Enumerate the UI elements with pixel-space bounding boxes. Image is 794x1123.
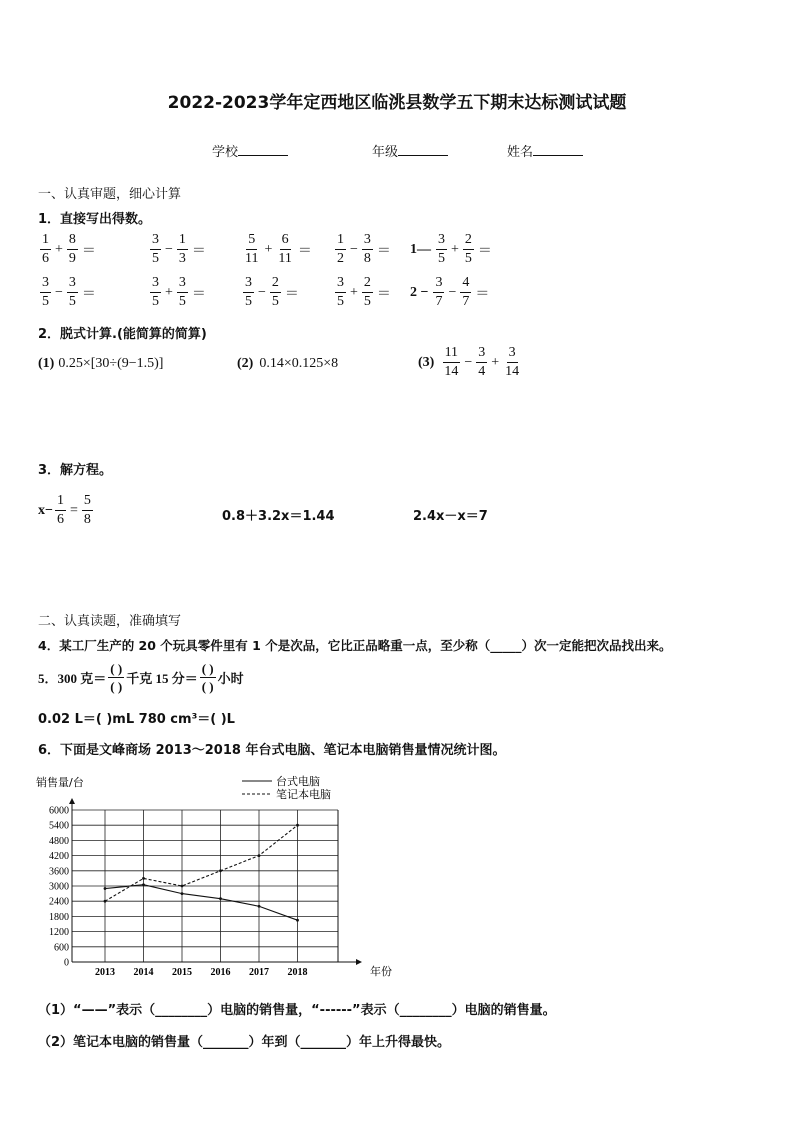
fraction: $\frac{5}{8}$ — [83, 493, 91, 527]
q3-equation-2: 0.8＋3.2x＝1.44 — [222, 509, 335, 524]
fraction: $\frac{3}{7}$ — [435, 275, 443, 309]
school-blank[interactable] — [238, 143, 288, 156]
q1-expression: 1— $\frac{3}{5}$ + $\frac{2}{5}$ ＝ — [410, 232, 492, 266]
q4-text: 4．某工厂生产的 20 个玩具零件里有 1 个是次品，它比正品略重一点，至少称（_____）次一定能把次品找出来。 — [38, 638, 672, 653]
grade-field[interactable] — [372, 141, 448, 160]
data-point — [296, 919, 299, 922]
data-point — [181, 885, 184, 888]
q2-p3-number: (3) — [418, 354, 435, 370]
q1-expression: 2 − $\frac{3}{7}$ − $\frac{4}{7}$ ＝ — [410, 275, 490, 309]
section1-heading: 一、认真审题，细心计算 — [38, 187, 182, 202]
q2-p2-number: (2) — [237, 356, 254, 371]
q1-expression: $\frac{1}{2}$ − $\frac{3}{8}$ ＝ — [337, 232, 391, 266]
fraction: $\frac{3}{5}$ — [337, 275, 344, 309]
y-tick-label: 3000 — [49, 881, 69, 893]
data-point — [219, 897, 222, 900]
data-point — [104, 887, 107, 890]
fraction: $\frac{2}{5}$ — [363, 275, 371, 309]
q6-sub-2: （2）笔记本电脑的销售量（_______）年到（_______）年上升得最快。 — [38, 1035, 451, 1050]
school-field[interactable] — [212, 141, 288, 160]
blank-fraction[interactable]: $\frac{( )}{( )}$ — [201, 661, 214, 694]
q1-expression: $\frac{3}{5}$ + $\frac{3}{5}$ ＝ — [152, 275, 206, 309]
q3-equation-3: 2.4x－x＝7 — [413, 509, 488, 524]
fraction: $\frac{1}{6}$ — [42, 232, 49, 266]
y-tick-label: 4200 — [49, 851, 69, 863]
data-point — [258, 905, 261, 908]
fraction: $\frac{6}{11}$ — [278, 232, 292, 266]
y-tick-label: 3600 — [49, 866, 69, 878]
series-line-1 — [105, 885, 298, 920]
q1-expression: $\frac{5}{11}$ + $\frac{6}{11}$ ＝ — [245, 232, 312, 266]
x-tick-label: 2018 — [287, 967, 308, 978]
name-label: 姓名 — [507, 145, 534, 160]
q6-text: 6．下面是文峰商场 2013～2018 年台式电脑、笔记本电脑销售量情况统计图。 — [38, 743, 506, 758]
y-tick-label: 1200 — [49, 927, 69, 939]
q3-label: 3．解方程。 — [38, 463, 113, 478]
x-tick-label: 2017 — [249, 967, 269, 978]
school-label: 学校 — [212, 145, 239, 160]
grade-blank[interactable] — [398, 143, 448, 156]
fraction: $\frac{1}{3}$ — [178, 232, 186, 266]
fraction: $\frac{2}{5}$ — [271, 275, 279, 309]
x-tick-label: 2014 — [133, 967, 154, 978]
y-tick-label: 2400 — [49, 896, 69, 908]
y-tick-label: 5400 — [49, 820, 69, 832]
q2-label: 2．脱式计算.(能简算的简算) — [38, 327, 207, 342]
page-title: 2022-2023学年定西地区临洮县数学五下期末达标测试试题 — [167, 93, 627, 113]
q1-expression: $\frac{3}{5}$ − $\frac{1}{3}$ ＝ — [152, 232, 206, 266]
data-point — [104, 900, 107, 903]
fraction: $\frac{5}{11}$ — [245, 232, 259, 266]
y-tick-label: 1800 — [49, 911, 69, 923]
fraction: $\frac{3}{5}$ — [245, 275, 252, 309]
fraction: $\frac{8}{9}$ — [68, 232, 76, 266]
y-axis-label: 销售量/台 — [36, 776, 84, 789]
data-point — [142, 877, 145, 880]
section2-heading: 二、认真读题，准确填写 — [38, 614, 182, 629]
name-blank[interactable] — [533, 143, 583, 156]
q2-p2-expression: 0.14×0.125×8 — [259, 356, 339, 371]
q2-problem-2 — [237, 356, 338, 372]
data-point — [258, 854, 261, 857]
q6-sub-1: （1）“——”表示（________）电脑的销售量，“------”表示（________）电脑的销售量。 — [38, 1003, 556, 1018]
q1-label: 1．直接写出得数。 — [38, 212, 152, 227]
q1-expression: $\frac{3}{5}$ + $\frac{2}{5}$ ＝ — [337, 275, 391, 309]
fraction: $\frac{1}{2}$ — [337, 232, 344, 266]
q5-line-1: 5．300 克＝ $\frac{( )}{( )}$ 千克 15 分＝ $\frac{( )}{( )}$ 小时 — [38, 661, 244, 694]
q2-problem-3: (3) $\frac{11}{14}$ − $\frac{3}{4}$ + $\frac{3}{14}$ — [418, 345, 520, 379]
fraction: $\frac{3}{5}$ — [438, 232, 445, 266]
fraction: $\frac{4}{7}$ — [462, 275, 470, 309]
fraction: $\frac{3}{5}$ — [42, 275, 49, 309]
q1-expression: $\frac{3}{5}$ − $\frac{3}{5}$ ＝ — [42, 275, 96, 309]
fraction: $\frac{1}{6}$ — [56, 493, 64, 527]
fraction: $\frac{3}{5}$ — [152, 232, 159, 266]
x-axis-label: 年份 — [370, 965, 392, 978]
q2-p1-expression: 0.25×[30÷(9−1.5)] — [58, 356, 164, 371]
y-tick-label: 4800 — [49, 835, 69, 847]
q1-expression: $\frac{1}{6}$ + $\frac{8}{9}$ ＝ — [42, 232, 96, 266]
sales-line-chart — [36, 772, 392, 982]
fraction: $\frac{11}{14}$ — [444, 345, 459, 379]
q5-line-2: 0.02 L＝( )mL 780 cm³＝( )L — [38, 712, 235, 727]
y-tick-label: 6000 — [49, 805, 69, 817]
fraction: $\frac{3}{5}$ — [152, 275, 159, 309]
q3-equation-1: x− $\frac{1}{6}$ = $\frac{5}{8}$ — [38, 493, 91, 527]
data-point — [219, 869, 222, 872]
y-tick-label: 600 — [54, 942, 69, 954]
data-point — [296, 824, 299, 827]
data-point — [181, 892, 184, 895]
fraction: $\frac{3}{5}$ — [178, 275, 186, 309]
y-axis-arrow — [69, 798, 75, 804]
fraction: $\frac{3}{4}$ — [478, 345, 486, 379]
q2-p1-number: (1) — [38, 356, 55, 371]
x-tick-label: 2016 — [210, 967, 231, 978]
fraction: $\frac{3}{8}$ — [363, 232, 371, 266]
q1-expression: $\frac{3}{5}$ − $\frac{2}{5}$ ＝ — [245, 275, 299, 309]
legend-label: 台式电脑 — [276, 775, 320, 788]
grade-label: 年级 — [372, 145, 399, 160]
name-field[interactable] — [507, 141, 583, 160]
x-axis-arrow — [356, 959, 362, 965]
series-line-2 — [105, 825, 298, 901]
fraction: $\frac{3}{14}$ — [505, 345, 520, 379]
blank-fraction[interactable]: $\frac{( )}{( )}$ — [110, 661, 123, 694]
x-tick-label: 2015 — [172, 967, 192, 978]
y-tick-label: 0 — [64, 957, 69, 969]
q2-problem-1 — [38, 356, 163, 372]
fraction: $\frac{2}{5}$ — [464, 232, 472, 266]
legend-label: 笔记本电脑 — [276, 788, 331, 801]
fraction: $\frac{3}{5}$ — [68, 275, 76, 309]
x-tick-label: 2013 — [95, 967, 115, 978]
data-point — [142, 883, 145, 886]
